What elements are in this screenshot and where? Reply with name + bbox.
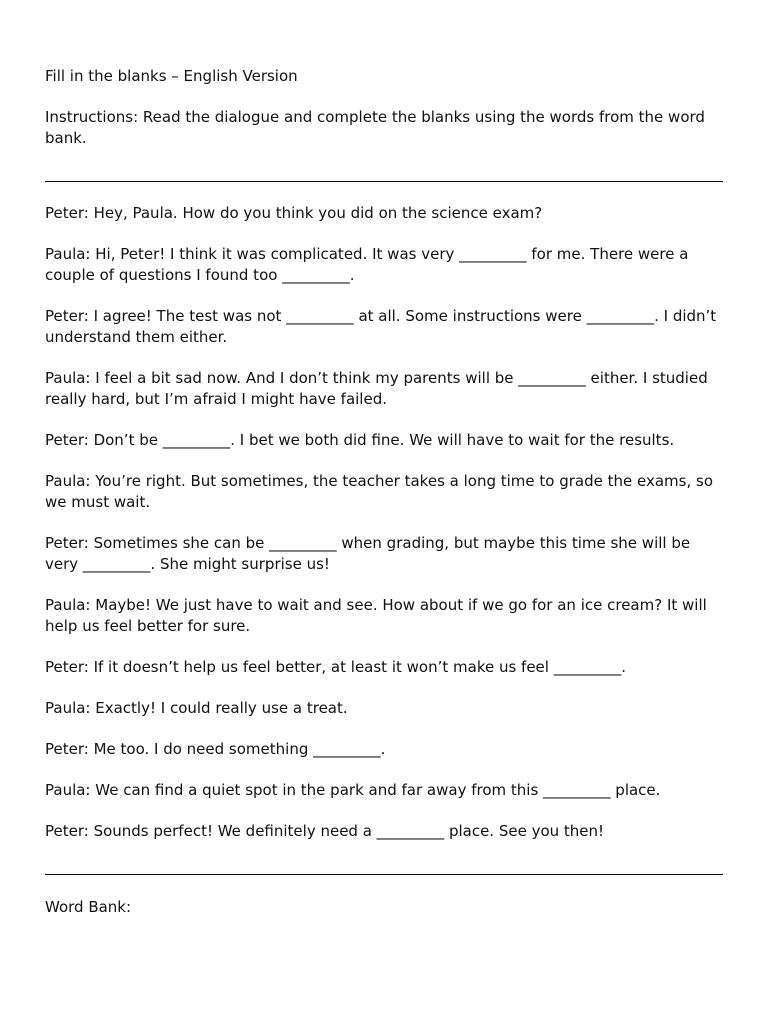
worksheet — [45, 66, 723, 918]
dialogue-line: Paula: We can find a quiet spot in the park and far away from this _________ place. — [45, 781, 661, 799]
dialogue-line: Paula: Maybe! We just have to wait and see. How about if we go for an ice cream? It will help us feel better for sure. — [45, 596, 707, 635]
top-divider — [45, 181, 723, 182]
dialogue-line: Paula: Hi, Peter! I think it was complicated. It was very _________ for me. There were a couple of questions I found too _________. — [45, 245, 689, 284]
dialogue-line: Paula: I feel a bit sad now. And I don’t think my parents will be _________ either. I studied really hard, but I’m afraid I might have failed. — [45, 369, 708, 408]
dialogue-line: Paula: You’re right. But sometimes, the teacher takes a long time to grade the exams, so we must wait. — [45, 472, 714, 511]
dialogue-line: Peter: If it doesn’t help us feel better, at least it won’t make us feel _________. — [45, 658, 626, 676]
dialogue-line: Paula: Exactly! I could really use a treat. — [45, 699, 348, 717]
bottom-divider — [45, 874, 723, 875]
worksheet-title: Fill in the blanks – English Version — [45, 67, 298, 85]
dialogue-line: Peter: Sounds perfect! We definitely need a _________ place. See you then! — [45, 822, 605, 840]
dialogue-line: Peter: Sometimes she can be _________ when grading, but maybe this time she will be very _________. She might surprise us! — [45, 534, 691, 573]
word-bank-heading: Word Bank: — [45, 898, 132, 916]
dialogue-line: Peter: Don’t be _________. I bet we both did fine. We will have to wait for the results. — [45, 431, 675, 449]
dialogue-line: Peter: I agree! The test was not _________ at all. Some instructions were _________. I didn’t understand them either. — [45, 307, 717, 346]
dialogue-line: Peter: Me too. I do need something _________. — [45, 740, 386, 758]
instructions-text: Instructions: Read the dialogue and complete the blanks using the words from the word bank. — [45, 108, 705, 147]
dialogue — [45, 203, 723, 842]
dialogue-line: Peter: Hey, Paula. How do you think you did on the science exam? — [45, 204, 543, 222]
